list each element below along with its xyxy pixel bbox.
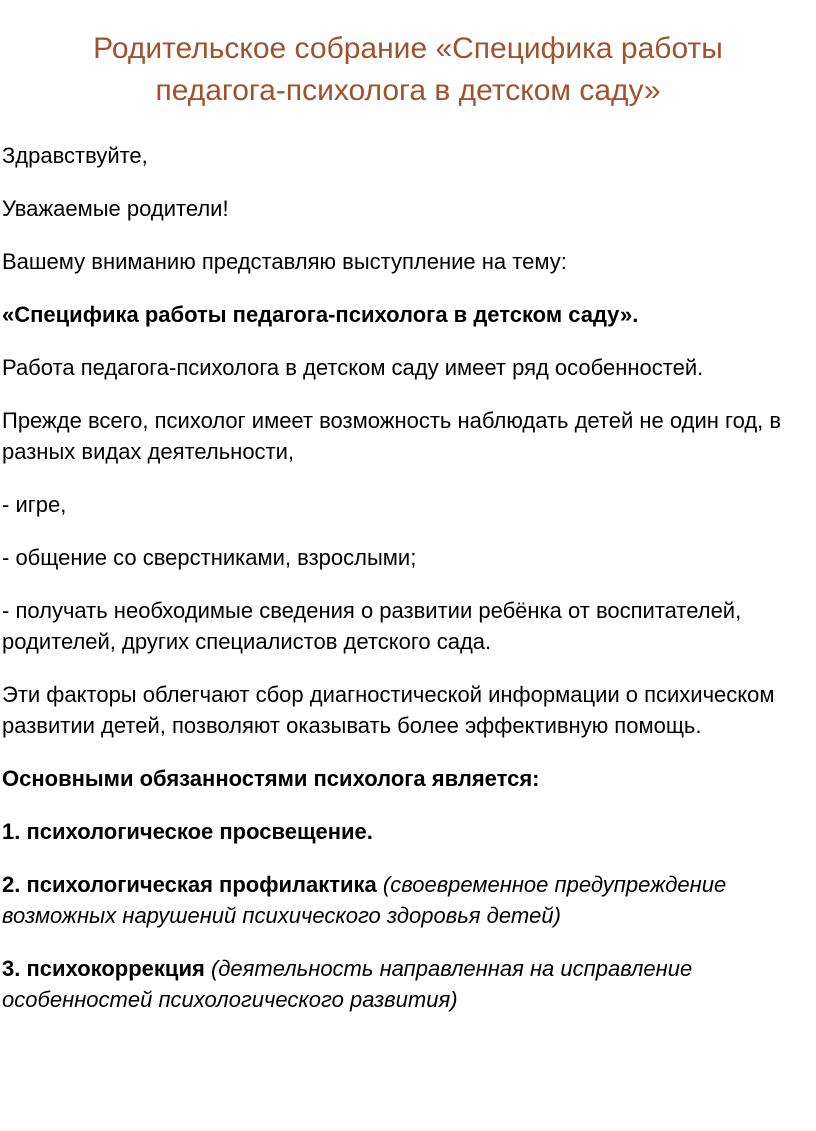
factors-paragraph: Эти факторы облегчают сбор диагностической информации о психическом развитии детей, позволяют оказывать более эффективную помощь. [2,682,775,738]
duty-label: 1. психологическое просвещение. [2,819,373,844]
list-item-play: - игре, [2,492,67,517]
address-paragraph: Уважаемые родители! [2,196,229,221]
duty-item-3 [2,953,802,1015]
duty-note: (своевременное предупреждение возможных нарушений психического здоровья детей) [2,872,727,928]
greeting-paragraph: Здравствуйте, [2,143,148,168]
title-line-2: педагога-психолога в детском саду» [155,74,661,107]
title-line-1: Родительское собрание «Специфика работы [93,32,723,65]
duty-label: 2. психологическая профилактика [2,872,377,897]
duties-heading: Основными обязанностями психолога является: [2,766,540,791]
duty-label: 3. психокоррекция [2,956,205,981]
duty-note: (деятельность направленная на исправление особенностей психологического развития) [2,956,693,1012]
intro-paragraph: Вашему вниманию представляю выступление на тему: [2,249,567,274]
observation-paragraph: Прежде всего, психолог имеет возможность наблюдать детей не один год, в разных видах деятельности, [2,408,782,464]
topic-paragraph: «Специфика работы педагога-психолога в детском саду». [2,302,639,327]
duty-item-1 [2,816,802,847]
list-item-info: - получать необходимые сведения о развитии ребёнка от воспитателей, родителей, других специалистов детского сада. [2,598,742,654]
features-paragraph: Работа педагога-психолога в детском саду имеет ряд особенностей. [2,355,704,380]
duty-item-2 [2,869,802,931]
page-title [2,28,802,112]
list-item-communication: - общение со сверстниками, взрослыми; [2,545,417,570]
